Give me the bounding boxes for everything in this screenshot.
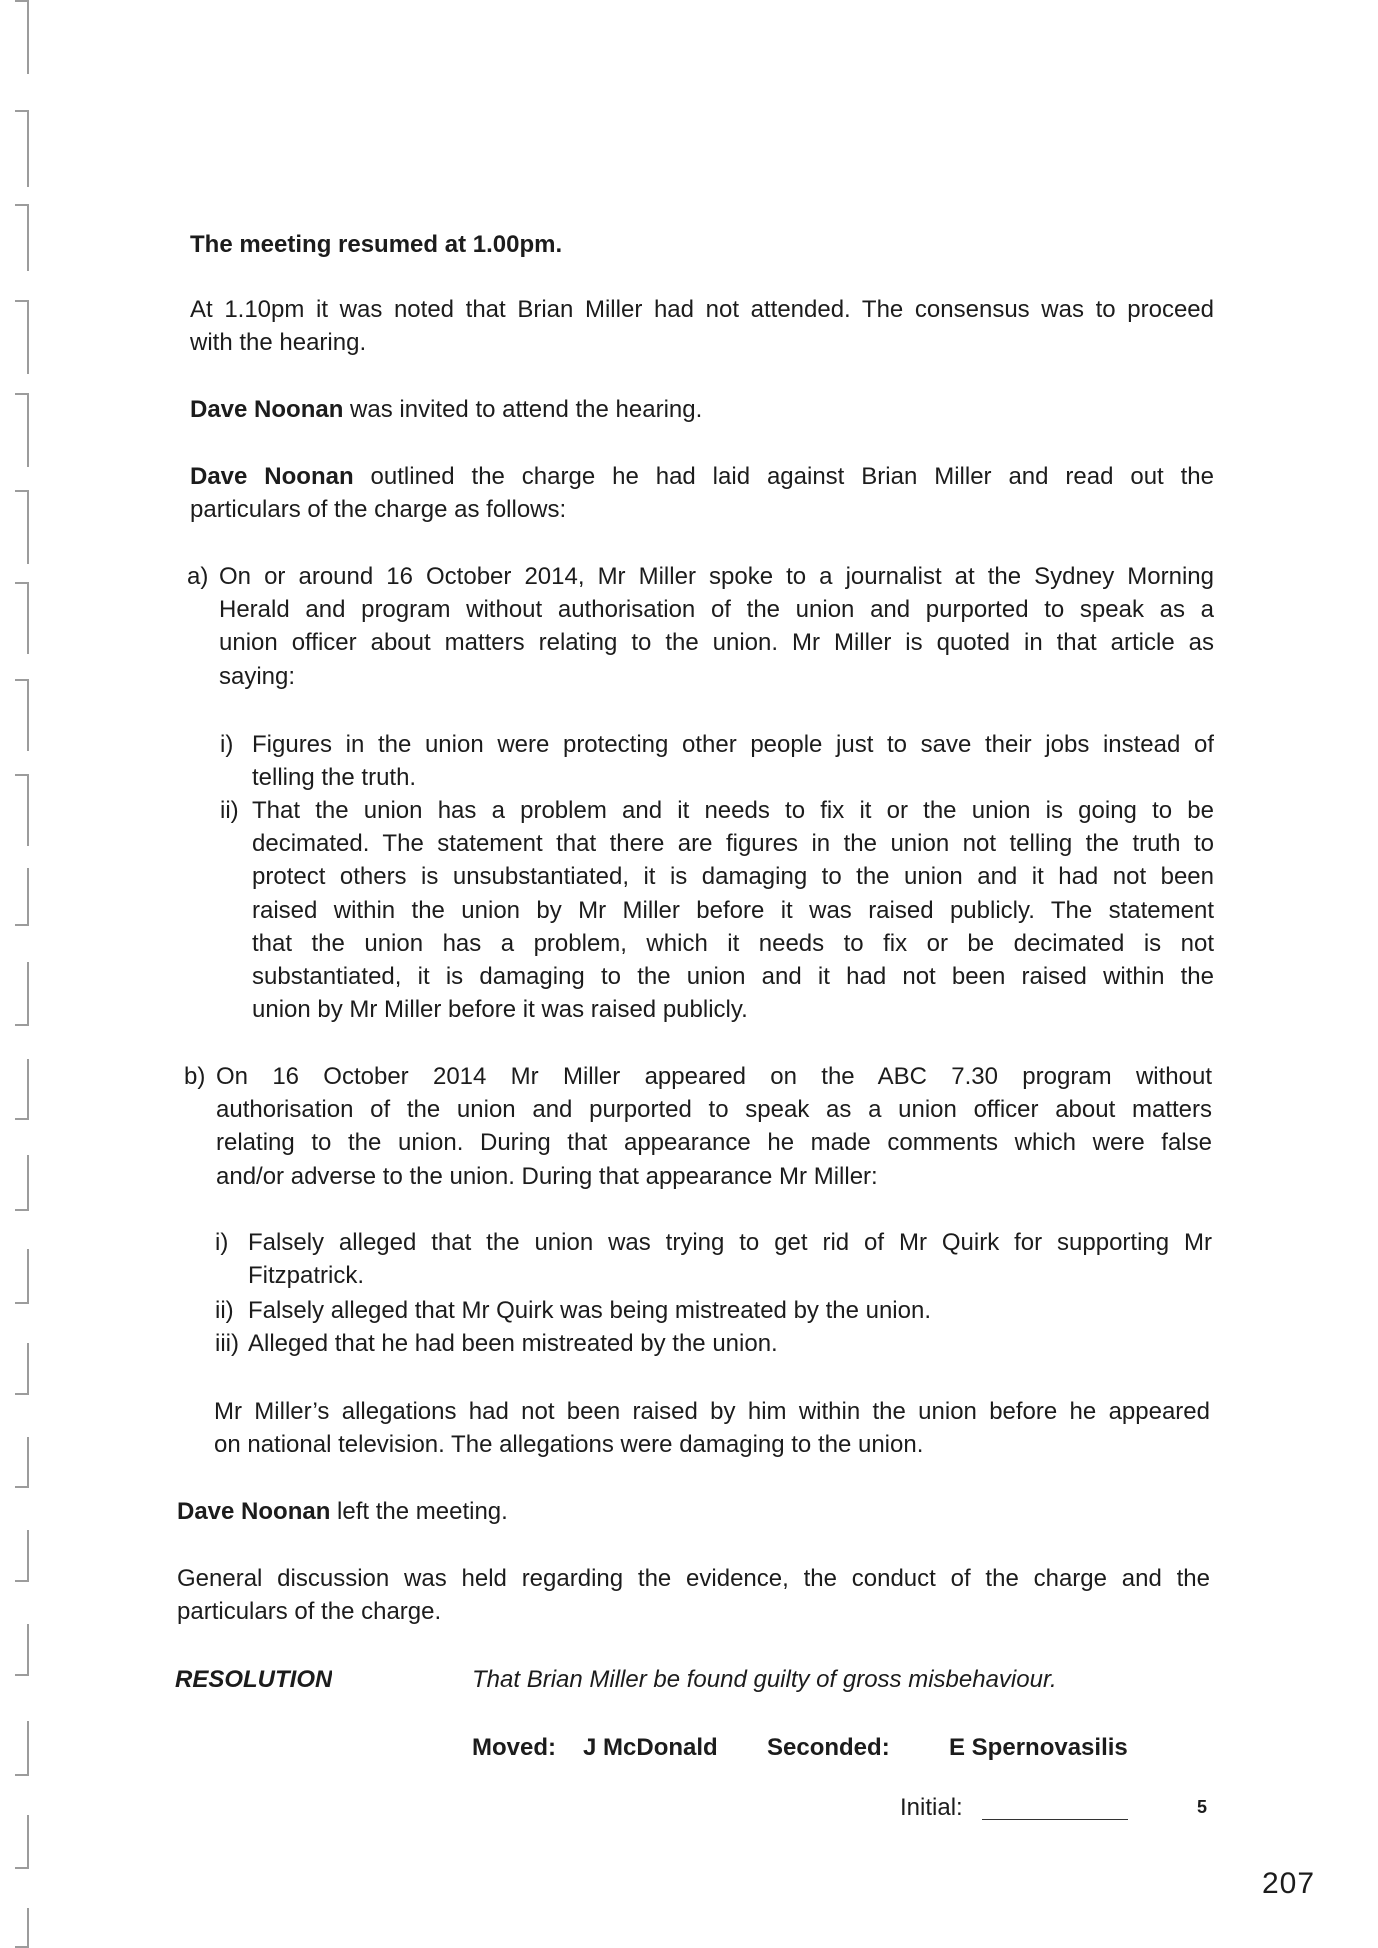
text-line: particulars of the charge as follows: <box>190 496 567 524</box>
invited-paragraph <box>190 393 702 426</box>
binder-ring-mark <box>15 774 29 846</box>
binder-ring-mark <box>15 1249 29 1304</box>
text-line: Alleged that he had been mistreated by the union. <box>248 1330 778 1357</box>
binder-ring-mark <box>15 1624 29 1676</box>
text-line: Fitzpatrick. <box>248 1262 365 1290</box>
text-line: Herald and program without authorisation of the union and purported to speak as a <box>219 596 1214 624</box>
resolution-text: That Brian Miller be found guilty of gross misbehaviour. <box>472 1666 1057 1693</box>
text-line: union officer about matters relating to the union. Mr Miller is quoted in that article as <box>219 629 1214 657</box>
binder-ring-mark <box>15 490 29 564</box>
binder-ring-mark <box>15 1059 29 1120</box>
text-line: Falsely alleged that the union was trying to get rid of Mr Quirk for supporting Mr <box>248 1229 1212 1256</box>
text-line: On or around 16 October 2014, Mr Miller spoke to a journalist at the Sydney Morning <box>219 563 1214 590</box>
text-line: General discussion was held regarding the evidence, the conduct of the charge and the <box>177 1565 1210 1592</box>
speaker-name: Dave Noonan <box>190 463 354 490</box>
text-line: telling the truth. <box>252 764 417 792</box>
binder-ring-mark <box>15 0 29 74</box>
text-line: On 16 October 2014 Mr Miller appeared on the ABC 7.30 program without <box>216 1063 1212 1090</box>
stamp-number: 207 <box>1262 1867 1316 1900</box>
text-line: That the union has a problem and it needs to fix it or the union is going to be <box>252 797 1214 824</box>
binder-ring-mark <box>15 300 29 374</box>
charge-b-item-ii-label: ii) <box>215 1297 234 1324</box>
text-line: substantiated, it is damaging to the union and it had not been raised within the <box>252 962 1214 990</box>
moved-by: J McDonald <box>583 1734 718 1761</box>
charge-a-item-i-label: i) <box>220 731 234 758</box>
text-line: decimated. The statement that there are figures in the union not telling the truth to <box>252 830 1214 858</box>
binder-ring-mark <box>15 582 29 654</box>
text-line: saying: <box>219 662 296 690</box>
charge-a-item-ii-label: ii) <box>220 797 239 824</box>
text-line: Falsely alleged that Mr Quirk was being mistreated by the union. <box>248 1297 932 1324</box>
text-line: that the union has a problem, which it needs to fix or be decimated is not <box>252 929 1214 957</box>
charge-b-item-i-label: i) <box>215 1229 229 1256</box>
resumed-heading: The meeting resumed at 1.00pm. <box>190 231 563 258</box>
binder-ring-mark <box>15 204 29 271</box>
noted-paragraph <box>190 293 1214 359</box>
moved-label: Moved: <box>472 1734 556 1761</box>
charge-b-text <box>216 1060 1212 1193</box>
text-segment: was invited to attend the hearing. <box>350 396 703 423</box>
binder-ring-mark <box>15 393 29 467</box>
charge-b-label: b) <box>184 1063 206 1090</box>
binder-ring-mark <box>15 1155 29 1211</box>
charge-b-item-i-text <box>248 1226 1212 1292</box>
text-line: At 1.10pm it was noted that Brian Miller had not attended. The consensus was to proceed <box>190 296 1214 323</box>
outlined-paragraph <box>190 460 1214 526</box>
binder-ring-mark <box>15 962 29 1026</box>
discussion-paragraph <box>177 1562 1210 1628</box>
binder-ring-mark <box>15 1437 29 1488</box>
charge-b-item-iii-label: iii) <box>215 1330 239 1357</box>
text-line: Mr Miller’s allegations had not been raised by him within the union before he appeared <box>214 1398 1210 1425</box>
initial-label: Initial: <box>900 1794 963 1821</box>
seconded-label: Seconded: <box>767 1734 890 1761</box>
allegations-paragraph <box>214 1395 1210 1461</box>
text-line: Figures in the union were protecting other people just to save their jobs instead of <box>252 731 1214 758</box>
charge-a-item-ii-text <box>252 794 1214 1026</box>
text-segment: outlined the charge he had laid against Brian Miller and read out the <box>370 463 1214 490</box>
binder-ring-mark <box>15 1721 29 1776</box>
binder-ring-mark <box>15 1343 29 1395</box>
text-line: raised within the union by Mr Miller before it was raised publicly. The statement <box>252 896 1214 924</box>
text-line: authorisation of the union and purported to speak as a union officer about matters <box>216 1096 1212 1124</box>
seconded-by: E Spernovasilis <box>949 1734 1128 1761</box>
speaker-name: Dave Noonan <box>190 396 344 423</box>
binder-ring-mark <box>15 110 29 187</box>
left-meeting-paragraph <box>177 1495 508 1528</box>
binder-ring-mark <box>15 1530 29 1582</box>
page-number: 5 <box>1197 1797 1208 1817</box>
charge-a-item-i-text <box>252 728 1214 794</box>
text-line: with the hearing. <box>190 329 367 357</box>
text-line <box>190 460 1214 493</box>
resolution-label: RESOLUTION <box>175 1666 333 1693</box>
text-line: on national television. The allegations were damaging to the union. <box>214 1431 924 1459</box>
speaker-name: Dave Noonan <box>177 1498 331 1525</box>
charge-b-item-iii-text <box>248 1327 1212 1360</box>
text-line: relating to the union. During that appearance he made comments which were false <box>216 1129 1212 1157</box>
charge-b-item-ii-text <box>248 1294 1212 1327</box>
binder-ring-mark <box>15 679 29 751</box>
binder-ring-mark <box>15 868 29 926</box>
text-line: and/or adverse to the union. During that appearance Mr Miller: <box>216 1162 878 1190</box>
initial-signature-line <box>982 1819 1128 1820</box>
text-line: particulars of the charge. <box>177 1598 442 1626</box>
binder-ring-mark <box>15 1908 29 1948</box>
charge-a-text <box>219 560 1214 693</box>
text-line: union by Mr Miller before it was raised publicly. <box>252 996 748 1024</box>
text-line: protect others is unsubstantiated, it is damaging to the union and it had not been <box>252 863 1214 891</box>
text-segment: left the meeting. <box>337 1498 508 1525</box>
binder-ring-mark <box>15 1815 29 1869</box>
charge-a-label: a) <box>187 563 209 590</box>
